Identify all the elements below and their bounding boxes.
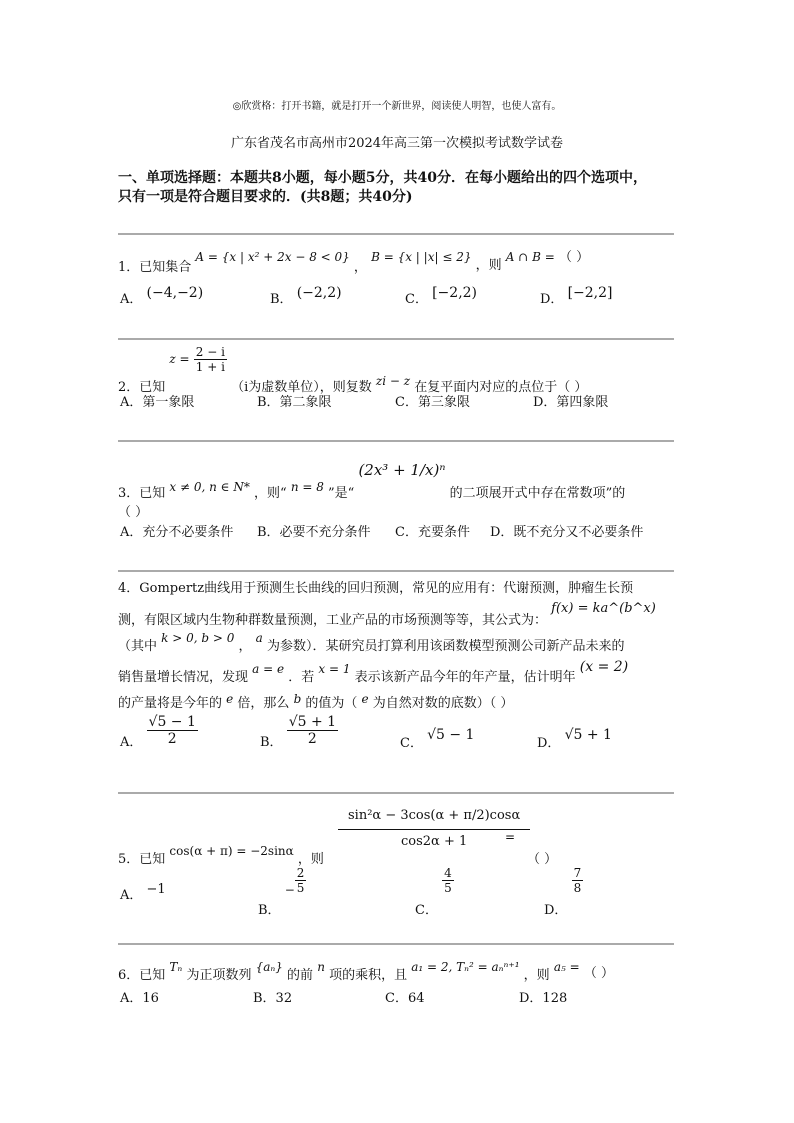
- q1-d-label: D．: [540, 292, 564, 307]
- divider: [118, 570, 674, 572]
- q5-b-num: 2: [296, 866, 305, 880]
- q6-mid1: 为正项数列: [186, 968, 252, 983]
- q6-cond: a₁ = 2, Tₙ² = aₙⁿ⁺¹: [411, 960, 520, 974]
- q5-prefix: 5．已知: [118, 852, 166, 867]
- q1-suffix: ，则: [475, 258, 502, 273]
- q3-mid2: ”是“: [328, 486, 355, 501]
- q4-a-var: a: [255, 631, 263, 645]
- q4-d-value: √5 + 1: [564, 727, 612, 743]
- q3-option-b[interactable]: B．必要不充分条件: [257, 525, 371, 540]
- q1-expr: A ∩ B =: [505, 250, 555, 264]
- q1-option-b[interactable]: [270, 282, 342, 307]
- q1-c-label: C．: [405, 292, 428, 307]
- q5-b-frac: [295, 866, 307, 895]
- q2-suffix: 在复平面内对应的点位于（ ）: [414, 380, 588, 395]
- q6-prefix: 6．已知: [118, 968, 166, 983]
- divider: [118, 233, 674, 235]
- q4-line4b: ．若: [288, 670, 315, 685]
- q5-b-sign: −: [284, 883, 295, 897]
- q2-den: 1 + i: [195, 360, 225, 374]
- q2-paren: （i为虚数单位），则复数: [231, 380, 372, 395]
- q2-z: z =: [169, 352, 190, 366]
- q1-c-value: [−2,2): [432, 285, 478, 301]
- q4-option-d[interactable]: [537, 724, 612, 751]
- q5-c-num: 4: [444, 866, 452, 880]
- q1-comma: ，: [353, 260, 367, 275]
- q4-a-den: 2: [167, 731, 177, 747]
- q6-tn: Tₙ: [169, 960, 183, 974]
- q4-a-label: A．: [120, 735, 143, 750]
- q4-line5a: 的产量将是今年的: [118, 696, 223, 711]
- q2-option-d[interactable]: D．第四象限: [533, 395, 609, 410]
- q2-prefix: 2．已知: [118, 380, 166, 395]
- q5-option-d[interactable]: [544, 866, 583, 918]
- q4-line2: [118, 597, 656, 628]
- q4-formula: f(x) = ka^(b^x): [551, 601, 656, 616]
- q5-d-num: 7: [573, 866, 582, 880]
- q4-ae: a = e: [252, 662, 285, 676]
- divider: [118, 440, 674, 442]
- q4-c-value: √5 − 1: [427, 727, 475, 743]
- q4-line4c: 表示该新产品今年的年产量，估计明年: [354, 670, 576, 685]
- q4-d-label: D．: [537, 736, 561, 751]
- q5-eq: =: [505, 830, 516, 844]
- q1-blank: （ ）: [558, 250, 590, 265]
- question-5: [118, 840, 324, 867]
- q3-blank: （ ）: [118, 505, 149, 520]
- q3-n-eq: n = 8: [290, 480, 324, 494]
- question-1: [118, 246, 590, 275]
- q6-mid2: 的前: [287, 968, 314, 983]
- q4-b-label: B．: [260, 735, 283, 750]
- q6-n: n: [317, 960, 325, 974]
- q5-d-label: D．: [544, 903, 568, 918]
- q4-x1: x = 1: [318, 662, 351, 676]
- q4-c-label: C．: [400, 736, 423, 751]
- q1-a-label: A．: [120, 292, 143, 307]
- q2-fraction: [194, 345, 227, 374]
- q3-binomial: (2x³ + 1/x)ⁿ: [358, 461, 446, 479]
- q6-mid3: 项的乘积，且: [329, 968, 408, 983]
- q2-option-a[interactable]: A．第一象限: [120, 395, 195, 410]
- q5-option-b[interactable]: [258, 866, 306, 918]
- q3-suffix: 的二项展开式中存在常数项”的: [449, 486, 626, 501]
- q6-mid4: ，则: [523, 968, 550, 983]
- divider: [118, 943, 674, 945]
- section-heading-line2: 只有一项是符合题目要求的．(共8题；共40分): [118, 189, 413, 205]
- q1-set-b: B = {x | |x| ≤ 2}: [371, 250, 472, 264]
- section-heading-line1: 一、单项选择题：本题共8小题，每小题5分，共40分．在每小题给出的四个选项中，: [118, 170, 647, 186]
- q4-option-c[interactable]: [400, 724, 475, 751]
- q4-e2: e: [361, 692, 369, 706]
- question-6: [118, 956, 614, 983]
- q5-c-label: C．: [415, 903, 438, 918]
- question-2: [118, 345, 588, 395]
- q6-a5: a₅ =: [553, 960, 580, 974]
- q5-fraction: [338, 802, 530, 849]
- q2-option-b[interactable]: B．第二象限: [257, 395, 332, 410]
- q4-option-b[interactable]: [260, 714, 338, 750]
- motto: ◎欣赏格：打开书籍，就是打开一个新世界，阅读使人明智，也使人富有。: [232, 101, 562, 112]
- q1-d-value: [−2,2]: [567, 285, 613, 301]
- page-title: 广东省茂名市高州市2024年高三第一次模拟考试数学试卷: [230, 136, 564, 151]
- q5-frac: [338, 802, 530, 849]
- q4-x2: (x = 2): [579, 659, 629, 675]
- q3-mid1: ，则“: [254, 486, 287, 501]
- q5-num: sin²α − 3cos(α + π/2)cosα: [338, 802, 530, 830]
- q6-option-c[interactable]: C．64: [385, 991, 425, 1006]
- q2-option-c[interactable]: C．第三象限: [395, 395, 470, 410]
- q4-line3a: （其中: [118, 639, 158, 654]
- q1-a-value: (−4,−2): [146, 285, 204, 301]
- q4-line3c: 为参数）．某研究员打算利用该函数模型预测公司新产品未来的: [266, 639, 625, 654]
- q5-option-c[interactable]: [415, 866, 454, 918]
- q4-line5d: 为自然对数的底数）（ ）: [372, 696, 514, 711]
- q6-blank: （ ）: [583, 966, 614, 981]
- q4-line1: 4．Gompertz曲线用于预测生长曲线的回归预测，常见的应用有：代谢预测，肿瘤生长预: [118, 581, 634, 596]
- q1-b-label: B．: [270, 292, 293, 307]
- q5-b-den: 5: [296, 881, 305, 895]
- q1-b-value: (−2,2): [296, 285, 342, 301]
- q3-option-d[interactable]: D．既不充分又不必要条件: [490, 525, 644, 540]
- q5-den: cos2α + 1: [400, 834, 468, 849]
- q4-line4a: 销售量增长情况，发现: [118, 670, 249, 685]
- q3-option-a[interactable]: A．充分不必要条件: [120, 525, 234, 540]
- q4-option-a[interactable]: [120, 714, 198, 750]
- q4-b-var: b: [293, 692, 302, 706]
- q5-mid: ，则: [297, 852, 324, 867]
- q5-blank: （ ）: [527, 852, 558, 867]
- q5-d-frac: [572, 866, 584, 895]
- q6-option-d[interactable]: D．128: [519, 991, 568, 1006]
- q4-b-frac: [287, 714, 338, 747]
- q1-option-d[interactable]: [540, 282, 613, 307]
- q5-c-frac: [442, 866, 454, 895]
- q4-line3: [118, 627, 625, 654]
- q4-line5c: 的值为（: [305, 696, 358, 711]
- q5-a-value: −1: [146, 882, 166, 897]
- q4-e1: e: [226, 692, 234, 706]
- q5-cond: cos(α + π) = −2sinα: [169, 844, 294, 858]
- q5-b-label: B．: [258, 903, 281, 918]
- q5-c-den: 5: [444, 881, 452, 895]
- q6-option-a[interactable]: A．16: [120, 991, 159, 1006]
- q5-d-den: 8: [573, 881, 582, 895]
- q3-option-c[interactable]: C．充要条件: [395, 525, 470, 540]
- q4-b-num: √5 + 1: [288, 714, 337, 730]
- q4-b-den: 2: [307, 731, 317, 747]
- q4-line4: [118, 658, 629, 685]
- q4-a-num: √5 − 1: [148, 714, 196, 730]
- q1-prefix: 1．已知集合: [118, 260, 192, 275]
- q4-cond: k > 0, b > 0: [161, 631, 235, 645]
- q1-option-c[interactable]: [405, 282, 478, 307]
- q4-a-frac: [147, 714, 198, 747]
- q4-line2-text: 测，有限区域内生物种群数量预测，工业产品的市场预测等等，其公式为：: [118, 613, 548, 628]
- q1-set-a: A = {x | x² + 2x − 8 < 0}: [195, 250, 350, 264]
- q3-prefix: 3．已知: [118, 486, 166, 501]
- question-3: [118, 461, 626, 501]
- q4-line5b: 倍，那么: [237, 696, 290, 711]
- divider: [118, 338, 674, 340]
- q6-an: {aₙ}: [255, 960, 283, 974]
- q2-expr: zi − z: [375, 374, 411, 388]
- q1-option-a[interactable]: [120, 282, 204, 307]
- q5-option-a[interactable]: [120, 878, 166, 903]
- q4-line5: [118, 688, 514, 711]
- q4-line3b: ，: [238, 639, 252, 654]
- q6-option-b[interactable]: B．32: [253, 991, 293, 1006]
- divider: [118, 792, 674, 794]
- q3-cond: x ≠ 0, n ∈ N*: [169, 480, 250, 494]
- q2-num: 2 − i: [195, 345, 225, 359]
- q5-a-label: A．: [120, 888, 143, 903]
